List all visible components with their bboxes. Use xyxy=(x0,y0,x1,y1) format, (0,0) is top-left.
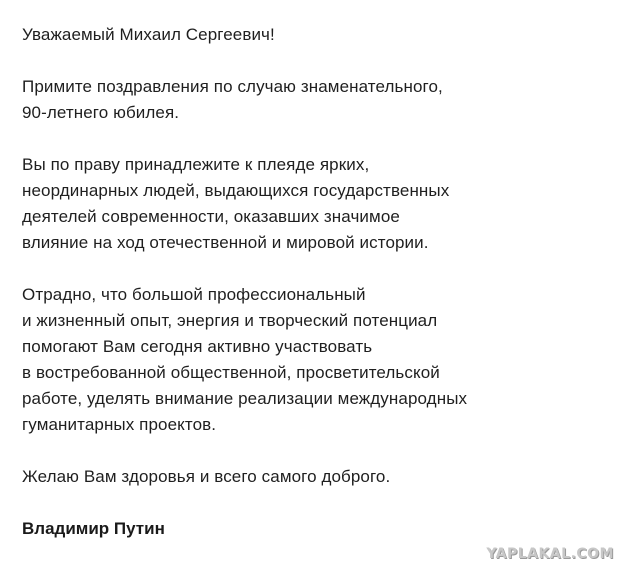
paragraph-line: Желаю Вам здоровья и всего самого доброго. xyxy=(22,467,391,486)
paragraph-line: неординарных людей, выдающихся государственных xyxy=(22,181,450,200)
greeting: Уважаемый Михаил Сергеевич! xyxy=(22,25,275,44)
paragraph-recognition xyxy=(22,152,622,256)
paragraph-line: гуманитарных проектов. xyxy=(22,415,217,434)
paragraph-line: работе, уделять внимание реализации международных xyxy=(22,389,468,408)
paragraph-line: Примите поздравления по случаю знаменательного, xyxy=(22,77,443,96)
paragraph-line: помогают Вам сегодня активно участвовать xyxy=(22,337,373,356)
paragraph-line: деятелей современности, оказавших значимое xyxy=(22,207,400,226)
paragraph-congratulations xyxy=(22,74,622,126)
paragraph-line: 90-летнего юбилея. xyxy=(22,103,180,122)
paragraph-line: и жизненный опыт, энергия и творческий потенциал xyxy=(22,311,438,330)
paragraph-experience xyxy=(22,282,622,438)
paragraph-line: Вы по праву принадлежите к плеяде ярких, xyxy=(22,155,370,174)
letter xyxy=(22,22,622,542)
paragraph-line: Отрадно, что большой профессиональный xyxy=(22,285,366,304)
signature: Владимир Путин xyxy=(22,519,165,538)
paragraph-line: в востребованной общественной, просветительской xyxy=(22,363,440,382)
paragraph-line: влияние на ход отечественной и мировой истории. xyxy=(22,233,429,252)
paragraph-wishes xyxy=(22,464,622,490)
watermark-logo: YAPLAKAL.COM xyxy=(486,546,614,562)
